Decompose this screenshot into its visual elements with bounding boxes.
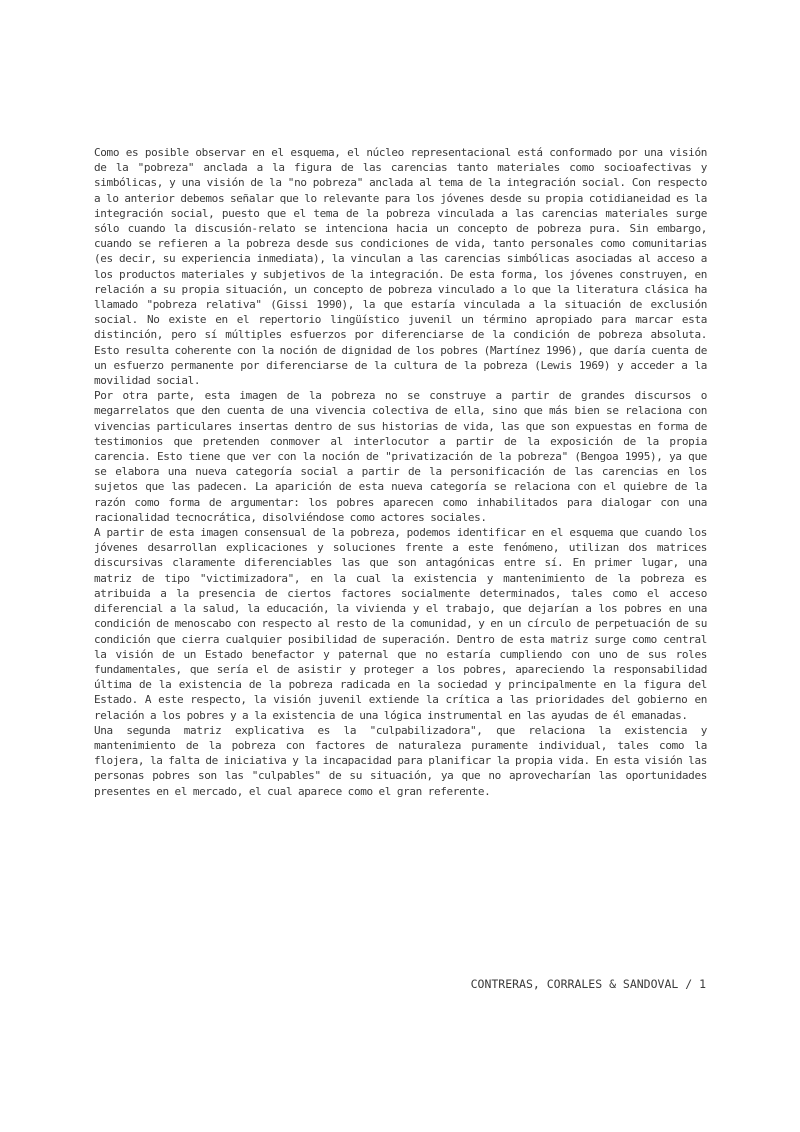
paragraph-exclusion: Como es posible observar en el esquema, el núcleo representacional está conformado por una visión de la "pobreza" anclada a la figura de las carencias tanto materiales como socioafectivas y simbólicas, y una visión de la "no pobreza" anclada al tema de la integración social. Con respecto a lo anterior debemos señalar que lo relevante para los jóvenes desde su propia cotidianeidad es la integración social, puesto que el tema de la pobreza vinculada a las carencias materiales surge sólo cuando la discusión-relato se intenciona hacia un concepto de pobreza pura. Sin embargo, cuando se refieren a la pobreza desde sus condiciones de vida, tanto personales como comunitarias (es decir, su experiencia inmediata), la vinculan a las carencias simbólicas asociadas al acceso a los productos materiales y subjetivos de la integración. De esta forma, los jóvenes construyen, en relación a su propia situación, un concepto de pobreza vinculado a lo que la literatura clásica ha llamado "pobreza relativa" (Gissi 1990), la que estaría vinculada a la situación de exclusión social. No existe en el repertorio lingüístico juvenil un término apropiado para marcar esta distinción, pero sí múltiples esfuerzos por diferenciarse de la condición de pobreza absoluta. Esto resulta coherente con la noción de dignidad de los pobres (Martínez 1996), que daría cuenta de un esfuerzo permanente por diferenciarse de la cultura de la pobreza (Lewis 1969) y acceder a la movilidad social. (94, 146, 707, 388)
paragraph-privatization: Por otra parte, esta imagen de la pobreza no se construye a partir de grandes discursos o megarrelatos que den cuenta de una vivencia colectiva de ella, sino que más bien se relaciona con vivencias particulares insertas dentro de sus historias de vida, las que son expuestas en forma de testimonios que pretenden conmover al interlocutor a partir de la exposición de la propia carencia. Esto tiene que ver con la noción de "privatización de la pobreza" (Bengoa 1995), ya que se elabora una nueva categoría social a partir de la personificación de las carencias en los sujetos que las padecen. La aparición de esta nueva categoría se relaciona con el quiebre de la razón como forma de argumentar: los pobres aparecen como inhabilitados para dialogar con una racionalidad tecnocrática, disolviéndose como actores sociales. (94, 389, 707, 524)
page-footer: CONTRERAS, CORRALES & SANDOVAL / 1 (470, 977, 706, 991)
body-text (94, 145, 707, 799)
paragraph-victimizing-matrix: A partir de esta imagen consensual de la pobreza, podemos identificar en el esquema que cuando los jóvenes desarrollan explicaciones y soluciones frente a este fenómeno, utilizan dos matrices discursivas claramente diferenciables las que son antagónicas entre sí. En primer lugar, una matriz de tipo "victimizadora", en la cual la existencia y mantenimiento de la pobreza es atribuida a la presencia de ciertos factores socialmente determinados, tales como el acceso diferencial a la salud, la educación, la vivienda y el trabajo, que dejarían a los pobres en una condición de menoscabo con respecto al resto de la comunidad, y en un círculo de perpetuación de su condición que cierra cualquier posibilidad de superación. Dentro de esta matriz surge como central la visión de un Estado benefactor y paternal que no estaría cumpliendo con uno de sus roles fundamentales, que sería el de asistir y proteger a los pobres, apareciendo la responsabilidad última de la existencia de la pobreza radicada en la sociedad y principalmente en la figura del Estado. A este respecto, la visión juvenil extiende la crítica a las prioridades del gobierno en relación a los pobres y a la existencia de una lógica instrumental en las ayudas de él emanadas. (94, 526, 707, 722)
paragraph-blaming-matrix: Una segunda matriz explicativa es la "culpabilizadora", que relaciona la existencia y mantenimiento de la pobreza con factores de naturaleza puramente individual, tales como la flojera, la falta de iniciativa y la incapacidad para planificar la propia vida. En esta visión las personas pobres son las "culpables" de su situación, ya que no aprovecharían las oportunidades presentes en el mercado, el cual aparece como el gran referente. (94, 723, 707, 798)
